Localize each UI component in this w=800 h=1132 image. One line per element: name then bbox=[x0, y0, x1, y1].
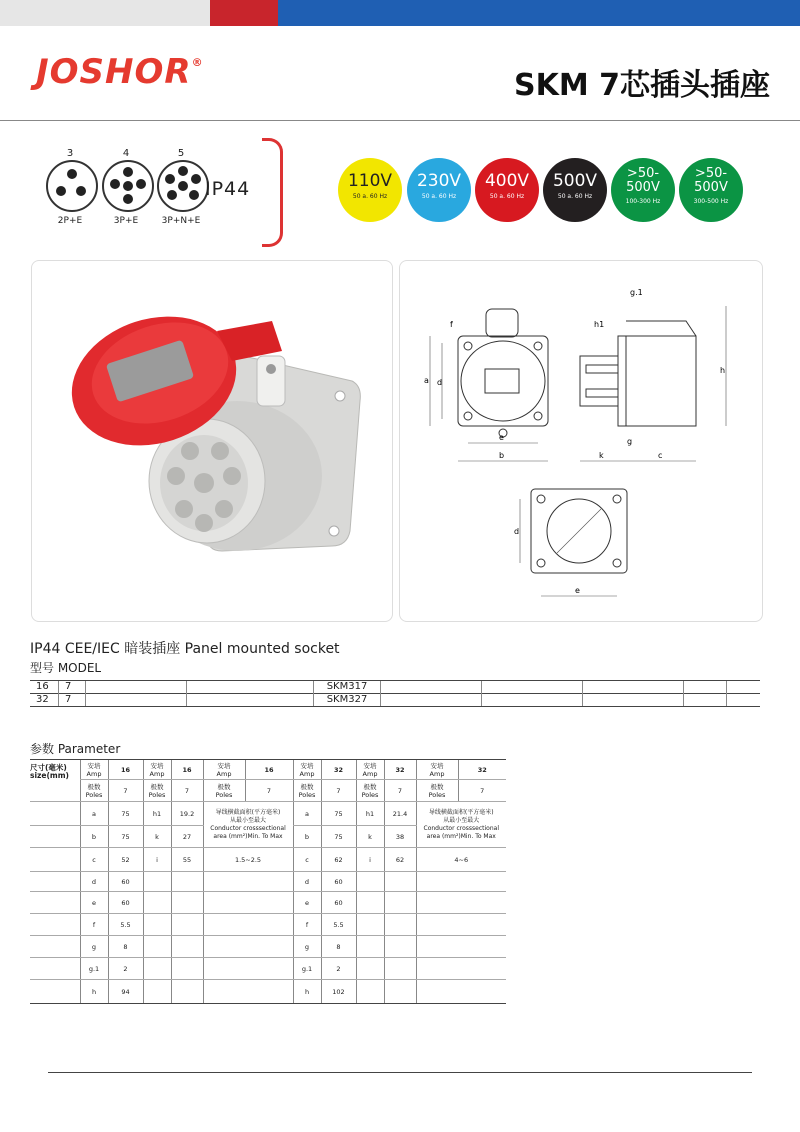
dim-label-c: c bbox=[658, 451, 663, 460]
socket-photo bbox=[32, 261, 392, 621]
model-code: SKM327 bbox=[314, 694, 381, 707]
plug-pin-count: 4 bbox=[122, 148, 130, 159]
voltage-badge-230v: 230V 50 a. 60 Hz bbox=[407, 158, 471, 222]
parameter-table bbox=[30, 759, 506, 1004]
technical-drawing-panel bbox=[399, 260, 763, 622]
table-row: g.1 2 g.1 2 bbox=[30, 958, 506, 980]
bracket-decoration bbox=[262, 138, 283, 247]
model-amp: 32 bbox=[30, 694, 59, 707]
plug-pin-count: 5 bbox=[177, 148, 185, 159]
plug-caption: 2P+E bbox=[57, 216, 83, 226]
dim-label-g: g bbox=[627, 437, 633, 446]
model-table bbox=[30, 680, 760, 707]
size-label: 尺寸(毫米) size(mm) bbox=[30, 760, 80, 802]
dim-label-h: h bbox=[720, 366, 726, 375]
voltage-badge-110v: 110V 50 a. 60 Hz bbox=[338, 158, 402, 222]
dimension-drawing bbox=[400, 261, 762, 621]
voltage-badge-400v: 400V 50 a. 60 Hz bbox=[475, 158, 539, 222]
conductor-value-16: 1.5~2.5 bbox=[203, 848, 293, 872]
dim-label-d-cutout: d bbox=[514, 527, 520, 536]
model-heading: 型号 MODEL bbox=[30, 661, 102, 675]
plug-caption: 3P+N+E bbox=[161, 216, 201, 226]
footer-divider bbox=[48, 1072, 752, 1073]
dim-label-d: d bbox=[437, 378, 443, 387]
voltage-badge-500v: 500V 50 a. 60 Hz bbox=[543, 158, 607, 222]
table-row bbox=[30, 694, 760, 707]
voltage-badge-50-500v-low: >50- 500V 100-300 Hz bbox=[611, 158, 675, 222]
param-heading: 参数 Parameter bbox=[30, 742, 121, 756]
table-row bbox=[30, 681, 760, 694]
header-divider bbox=[0, 120, 800, 121]
conductor-label-32: 导线横截面积(平方毫米) 从最小至最大 Conductor crosssectional area (mm²)Min. To Max bbox=[416, 802, 506, 848]
model-amp: 16 bbox=[30, 681, 59, 694]
model-poles: 7 bbox=[59, 681, 86, 694]
voltage-badge-50-500v-high: >50- 500V 300-500 Hz bbox=[679, 158, 743, 222]
dim-label-h1: h1 bbox=[594, 320, 605, 329]
dim-label-a: a bbox=[424, 376, 429, 385]
dim-label-f: f bbox=[450, 320, 453, 329]
page-title: SKM 7芯插头插座 bbox=[513, 68, 770, 103]
table-row: g 8 g 8 bbox=[30, 936, 506, 958]
dim-label-k: k bbox=[599, 451, 604, 460]
table-row: 极数 Poles 7 极数 Poles 7 极数 Poles 7 极数 Poles 7 极数 Poles 7 极数 Poles 7 bbox=[30, 780, 506, 802]
table-row: h 94 h 102 bbox=[30, 980, 506, 1004]
plug-pin-count: 3 bbox=[66, 148, 74, 159]
dim-label-g1: g.1 bbox=[630, 288, 643, 297]
brand-logo: JOSHOR® bbox=[36, 52, 204, 92]
model-poles: 7 bbox=[59, 694, 86, 707]
ip-rating: IP44 bbox=[205, 178, 251, 200]
table-row: b 75 k 27 b 75 k 38 bbox=[30, 826, 506, 848]
table-row: c 52 i 55 1.5~2.5 c 62 i 62 4~6 bbox=[30, 848, 506, 872]
top-color-bar bbox=[0, 0, 800, 26]
table-row: d 60 d 60 bbox=[30, 872, 506, 892]
table-row: e 60 e 60 bbox=[30, 892, 506, 914]
dim-label-e-cutout: e bbox=[575, 586, 580, 595]
conductor-value-32: 4~6 bbox=[416, 848, 506, 872]
dim-label-e: e bbox=[499, 433, 504, 442]
product-photo-panel bbox=[31, 260, 393, 622]
model-code: SKM317 bbox=[314, 681, 381, 694]
table-row: f 5.5 f 5.5 bbox=[30, 914, 506, 936]
table-row: a 75 h1 19.2 导线横截面积(平方毫米) 从最小至最大 Conductor crosssectional area (mm²)Min. To Max a 75 h1 21.4 导线横截面积(平方毫米) 从最小至最大 Conductor crosssectional area (mm²)Min. To Max bbox=[30, 802, 506, 826]
dim-label-b: b bbox=[499, 451, 505, 460]
product-title: IP44 CEE/IEC 暗装插座 Panel mounted socket bbox=[30, 641, 340, 657]
table-row: 尺寸(毫米) size(mm) 安培 Amp 16 安培 Amp 16 安培 Amp 16 安培 Amp 32 安培 Amp 32 安培 Amp 32 bbox=[30, 760, 506, 780]
plug-caption: 3P+E bbox=[113, 216, 139, 226]
conductor-label-16: 导线横截面积(平方毫米) 从最小至最大 Conductor crosssectional area (mm²)Min. To Max bbox=[203, 802, 293, 848]
